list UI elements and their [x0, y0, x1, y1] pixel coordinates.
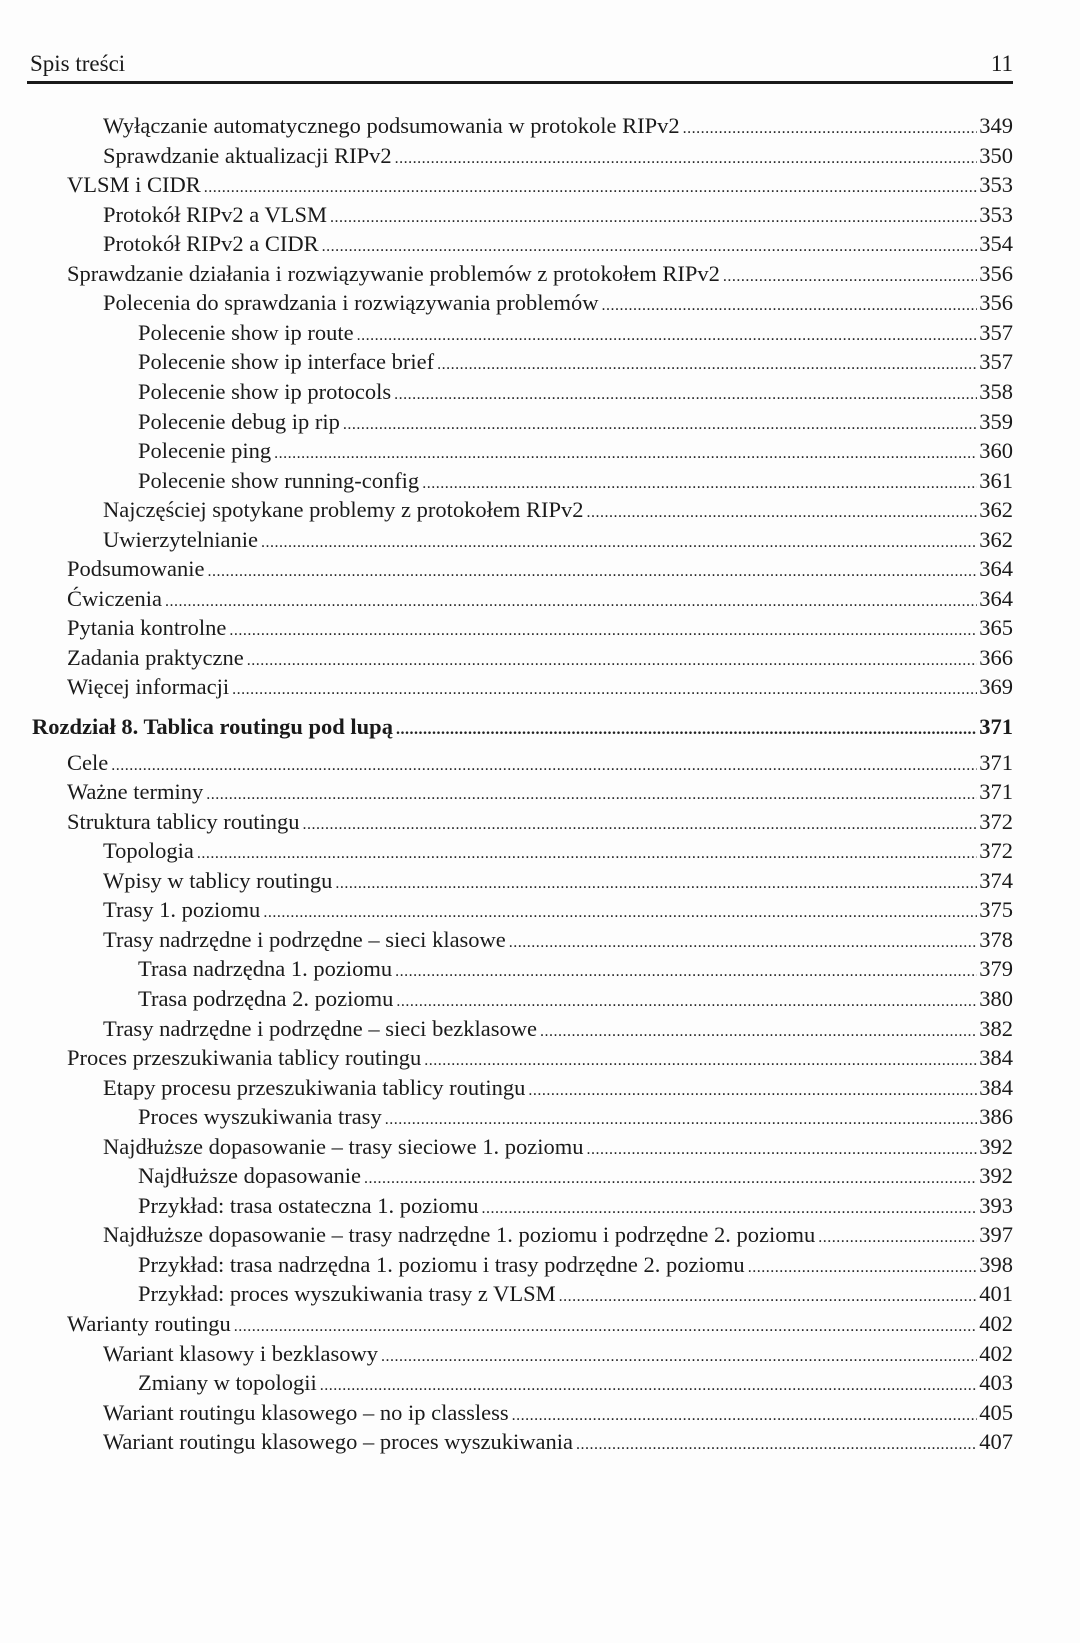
toc-entry-page: 360	[979, 438, 1013, 464]
toc-entry-page: 364	[979, 585, 1013, 611]
header-rule	[27, 81, 1013, 84]
toc-entry-title: Proces wyszukiwania trasy	[138, 1104, 382, 1130]
dot-leader	[723, 262, 977, 292]
toc-entry-page: 382	[979, 1015, 1013, 1041]
toc-entry-title: Zadania praktyczne	[67, 644, 244, 670]
dot-leader	[385, 1105, 978, 1135]
toc-entry-page: 402	[979, 1340, 1013, 1366]
toc-entry[interactable]	[67, 170, 1013, 200]
toc-entry-title: Polecenie show running-config	[138, 467, 420, 493]
toc-entry-page: 356	[979, 290, 1013, 316]
toc-entry-page: 371	[979, 749, 1013, 775]
toc-entry-title: Warianty routingu	[67, 1311, 231, 1336]
dot-leader	[587, 498, 978, 528]
toc-entry-page: 372	[979, 838, 1013, 864]
toc-entry[interactable]	[103, 229, 1013, 259]
toc-entry-page: 392	[979, 1133, 1013, 1159]
toc-entry[interactable]	[138, 318, 1013, 348]
toc-entry[interactable]	[138, 1161, 1013, 1191]
toc-entry-title: Topologia	[103, 838, 194, 864]
toc-entry-title: Polecenie ping	[138, 438, 272, 464]
toc-entry-title: Wariant routingu klasowego – proces wyszukiwania	[103, 1429, 573, 1455]
toc-entry-title: Najdłuższe dopasowanie – trasy sieciowe 1. poziomu	[103, 1133, 584, 1159]
toc-entry-title: Przykład: proces wyszukiwania trasy z VLSM	[138, 1281, 556, 1307]
toc-entry-page: 361	[979, 467, 1013, 493]
toc-entry-page: 407	[979, 1429, 1013, 1455]
toc-entry-title: Przykład: trasa nadrzędna 1. poziomu i trasy podrzędne 2. poziomu	[138, 1251, 745, 1277]
toc-entry[interactable]	[67, 1043, 1013, 1073]
toc-entry-title: Struktura tablicy routingu	[67, 808, 300, 834]
toc-entry-page: 371	[979, 714, 1013, 739]
toc-entry-title: Etapy procesu przeszukiwania tablicy routingu	[103, 1074, 526, 1100]
dot-leader	[395, 144, 978, 174]
toc-entry[interactable]	[138, 377, 1013, 407]
toc-entry[interactable]	[67, 777, 1013, 807]
toc-entry-title: Sprawdzanie działania i rozwiązywanie problemów z protokołem RIPv2	[67, 260, 720, 286]
toc-entry-title: Ważne terminy	[67, 779, 204, 805]
toc-entry-page: 403	[979, 1370, 1013, 1396]
toc-entry[interactable]	[103, 495, 1013, 525]
running-head	[30, 50, 1013, 78]
toc-entry-page: 357	[979, 319, 1013, 345]
toc-entry[interactable]	[103, 1073, 1013, 1103]
toc-entry-page: 359	[979, 408, 1013, 434]
toc-entry[interactable]	[103, 288, 1013, 318]
toc-entry[interactable]	[103, 525, 1013, 555]
dot-leader	[528, 1076, 977, 1106]
toc-entry-title: Trasa nadrzędna 1. poziomu	[138, 956, 393, 982]
dot-leader	[322, 232, 978, 262]
toc-entry-page: 353	[979, 201, 1013, 227]
dot-leader	[302, 810, 977, 840]
toc-entry-page: 384	[979, 1074, 1013, 1100]
dot-leader	[559, 1282, 978, 1312]
dot-leader	[234, 1312, 977, 1342]
toc-entry-page: 353	[979, 172, 1013, 198]
toc-entry-page: 380	[979, 985, 1013, 1011]
dot-leader	[274, 439, 977, 469]
toc-entry[interactable]	[103, 925, 1013, 955]
toc-entry-page: 371	[979, 779, 1013, 805]
toc-entry-title: Rozdział 8. Tablica routingu pod lupą	[32, 714, 393, 739]
dot-leader	[576, 1430, 977, 1460]
dot-leader	[587, 1135, 978, 1165]
toc-entry-page: 362	[979, 526, 1013, 552]
toc-entry-page: 397	[979, 1222, 1013, 1248]
dot-leader	[396, 987, 977, 1017]
toc-entry[interactable]	[138, 1279, 1013, 1309]
dot-leader	[247, 646, 977, 676]
dot-leader	[111, 751, 977, 781]
toc-entry[interactable]	[103, 200, 1013, 230]
dot-leader	[512, 1401, 978, 1431]
toc-entry-page: 393	[979, 1192, 1013, 1218]
toc-entry[interactable]	[138, 466, 1013, 496]
dot-leader	[748, 1253, 978, 1283]
dot-leader	[422, 469, 977, 499]
dot-leader	[320, 1371, 978, 1401]
toc-entry-title: Wariant klasowy i bezklasowy	[103, 1340, 378, 1366]
dot-leader	[206, 780, 977, 810]
dot-leader	[437, 350, 977, 380]
dot-leader	[335, 869, 977, 899]
toc-entry-title: Polecenie show ip interface brief	[138, 349, 435, 375]
toc-entry-title: Protokół RIPv2 a VLSM	[103, 201, 327, 227]
toc-entry-page: 358	[979, 378, 1013, 404]
toc-entry-title: Najdłuższe dopasowanie	[138, 1163, 362, 1189]
dot-leader	[165, 587, 977, 617]
toc-entry-title: Sprawdzanie aktualizacji RIPv2	[103, 142, 392, 168]
toc-entry-page: 402	[979, 1311, 1013, 1336]
dot-leader	[204, 173, 977, 203]
toc-entry[interactable]	[67, 748, 1013, 778]
toc-entry-title: Cele	[67, 749, 109, 775]
dot-leader	[540, 1017, 977, 1047]
toc-entry[interactable]	[138, 436, 1013, 466]
dot-leader	[395, 957, 977, 987]
toc-entry[interactable]	[138, 407, 1013, 437]
toc-entry[interactable]	[67, 584, 1013, 614]
toc-entry-page: 392	[979, 1163, 1013, 1189]
toc-entry-title: Trasa podrzędna 2. poziomu	[138, 985, 394, 1011]
dot-leader	[343, 410, 977, 440]
dot-leader	[509, 928, 977, 958]
toc-entry[interactable]	[67, 807, 1013, 837]
toc-entry-title: Trasy 1. poziomu	[103, 897, 261, 923]
toc-entry-title: Polecenie show ip protocols	[138, 378, 392, 404]
dot-leader	[357, 321, 978, 351]
toc-entry-page: 374	[979, 867, 1013, 893]
dot-leader	[232, 675, 977, 705]
toc-entry[interactable]	[103, 1132, 1013, 1162]
toc-entry[interactable]	[103, 141, 1013, 171]
toc-entry-title: VLSM i CIDR	[67, 172, 201, 198]
toc-entry-title: Zmiany w topologii	[138, 1370, 317, 1396]
toc-entry-title: Wpisy w tablicy routingu	[103, 867, 333, 893]
toc-entry[interactable]	[103, 111, 1013, 141]
toc-entry-title: Więcej informacji	[67, 674, 230, 700]
toc-entry-page: 349	[979, 113, 1013, 138]
toc-entry-page: 362	[979, 497, 1013, 523]
toc-entry[interactable]	[103, 1427, 1013, 1457]
toc-entry[interactable]	[67, 1309, 1013, 1339]
toc-entry-page: 366	[979, 644, 1013, 670]
dot-leader	[683, 114, 978, 144]
toc-entry[interactable]	[138, 1250, 1013, 1280]
dot-leader	[261, 528, 977, 558]
dot-leader	[601, 291, 977, 321]
toc-entry-title: Najczęściej spotykane problemy z protokołem RIPv2	[103, 497, 584, 523]
toc-entry-page: 372	[979, 808, 1013, 834]
dot-leader	[364, 1164, 977, 1194]
toc-entry-page: 379	[979, 956, 1013, 982]
toc-entry-page: 386	[979, 1104, 1013, 1130]
toc-entry[interactable]	[103, 895, 1013, 925]
toc-entry[interactable]	[103, 866, 1013, 896]
toc-entry-title: Polecenie show ip route	[138, 319, 354, 345]
toc-entry-title: Polecenia do sprawdzania i rozwiązywania problemów	[103, 290, 599, 316]
dot-leader	[482, 1194, 978, 1224]
toc-chapter-heading[interactable]	[32, 712, 1013, 742]
toc-entry-page: 364	[979, 556, 1013, 582]
toc-entry-title: Proces przeszukiwania tablicy routingu	[67, 1045, 422, 1071]
toc-entry[interactable]	[138, 954, 1013, 984]
toc-entry-page: 369	[979, 674, 1013, 700]
toc-entry[interactable]	[138, 984, 1013, 1014]
dot-leader	[424, 1046, 977, 1076]
toc-entry[interactable]	[138, 1191, 1013, 1221]
toc-entry-page: 405	[979, 1399, 1013, 1425]
dot-leader	[396, 715, 977, 745]
toc-entry-title: Najdłuższe dopasowanie – trasy nadrzędne 1. poziomu i podrzędne 2. poziomu	[103, 1222, 816, 1248]
toc-entry-title: Wyłączanie automatycznego podsumowania w protokole RIPv2	[103, 113, 680, 138]
toc-entry[interactable]	[67, 672, 1013, 702]
toc-entry-page: 365	[979, 615, 1013, 641]
toc-entry-page: 375	[979, 897, 1013, 923]
toc-entry[interactable]	[67, 613, 1013, 643]
toc-entry-title: Uwierzytelnianie	[103, 526, 258, 552]
dot-leader	[263, 898, 977, 928]
toc-entry-page: 398	[979, 1251, 1013, 1277]
toc-entry[interactable]	[67, 554, 1013, 584]
dot-leader	[208, 557, 978, 587]
toc-entry-page: 350	[979, 142, 1013, 168]
dot-leader	[197, 839, 977, 869]
toc-entry-title: Ćwiczenia	[67, 585, 162, 611]
toc-entry-page: 356	[979, 260, 1013, 286]
toc-entry[interactable]	[103, 1220, 1013, 1250]
toc-entry-title: Pytania kontrolne	[67, 615, 227, 641]
toc-entry-page: 384	[979, 1045, 1013, 1071]
toc-entry-page: 357	[979, 349, 1013, 375]
dot-leader	[229, 616, 977, 646]
dot-leader	[330, 203, 977, 233]
page-number: 11	[990, 51, 1013, 76]
toc-entry-title: Wariant routingu klasowego – no ip classless	[103, 1399, 509, 1425]
toc-entry-title: Podsumowanie	[67, 556, 205, 582]
toc-entry[interactable]	[138, 1368, 1013, 1398]
toc-entry-title: Trasy nadrzędne i podrzędne – sieci klasowe	[103, 926, 506, 952]
dot-leader	[818, 1223, 977, 1253]
toc-entry-title: Protokół RIPv2 a CIDR	[103, 231, 319, 257]
toc-entry[interactable]	[103, 836, 1013, 866]
toc-entry[interactable]	[138, 347, 1013, 377]
toc-entry-page: 378	[979, 926, 1013, 952]
section-title: Spis treści	[30, 51, 126, 76]
toc-entry-title: Przykład: trasa ostateczna 1. poziomu	[138, 1192, 479, 1218]
toc-entry-page: 401	[979, 1281, 1013, 1307]
toc-entry[interactable]	[103, 1398, 1013, 1428]
toc-entry[interactable]	[103, 1339, 1013, 1369]
toc-entry[interactable]	[138, 1102, 1013, 1132]
toc-entry[interactable]	[103, 1014, 1013, 1044]
toc-entry-page: 354	[979, 231, 1013, 257]
toc-entry-title: Polecenie debug ip rip	[138, 408, 340, 434]
dot-leader	[394, 380, 977, 410]
toc-entry[interactable]	[67, 259, 1013, 289]
toc-entry-title: Trasy nadrzędne i podrzędne – sieci bezklasowe	[103, 1015, 538, 1041]
toc-entry[interactable]	[67, 643, 1013, 673]
dot-leader	[381, 1342, 977, 1372]
